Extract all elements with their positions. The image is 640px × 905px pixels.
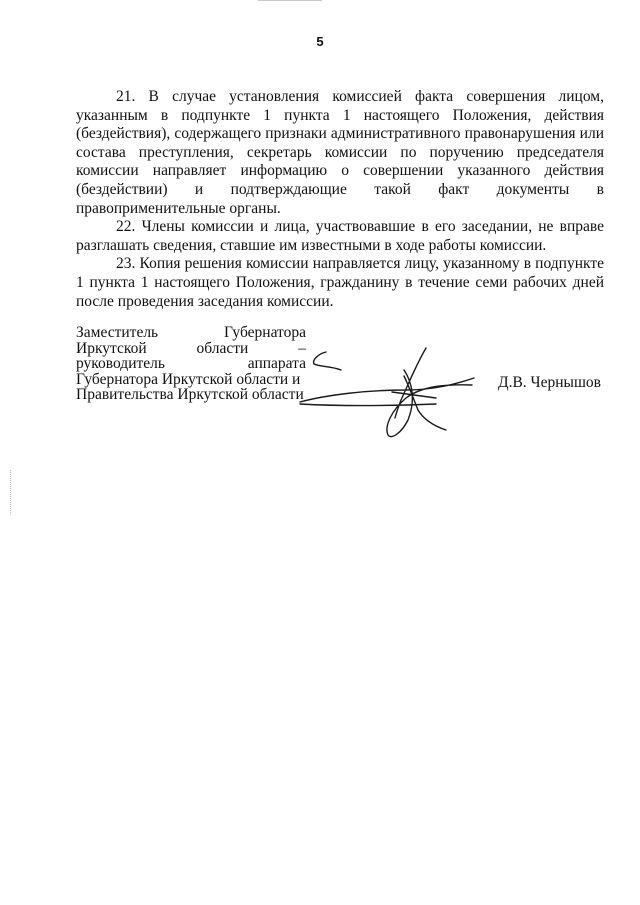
page-number: 5 [316, 34, 324, 49]
signatory-title-word: Иркутской [76, 339, 147, 357]
signatory-title-word: аппарата [247, 355, 306, 372]
scan-edge-mark [258, 0, 322, 1]
signatory-title-line-4: Губернатора Иркутской области и [76, 370, 301, 388]
signatory-title-word: Губернатора [224, 324, 306, 341]
signatory-title-line-2 [76, 341, 306, 357]
signatory-title-word: области [196, 339, 249, 357]
paragraph-21: 21. В случае установления комиссией факта совершения лицом, указанным в подпункте 1 пункта 1 настоящего Положения, действия (бездействия), содержащего признаки административного правонарушения или состава преступления, секретарь комиссии по поручению председателя комиссии направляет информацию о совершении указанного действия (бездействии) и подтверждающие такой факт документы в правоприменительные органы. [76, 88, 604, 217]
signatory-title-line-1 [76, 325, 306, 341]
paragraph-23: 23. Копия решения комиссии направляется лицу, указанному в подпункте 1 пункта 1 настоящего Положения, гражданину в течение семи рабочих дней после проведения заседания комиссии. [76, 255, 604, 310]
signatory-title-word: Заместитель [76, 324, 159, 341]
signatory-title-line-5: Правительства Иркутской области [76, 386, 304, 403]
scan-margin-dots [10, 470, 12, 515]
signatory-title-word: руководитель [76, 355, 165, 372]
document-body [76, 88, 604, 311]
handwritten-signature [296, 340, 476, 445]
paragraph-22: 22. Члены комиссии и лица, участвовавшие в его заседании, не вправе разглашать сведения, ставшие им известными в ходе работы комиссии. [76, 218, 604, 254]
signatory-title-line-3 [76, 356, 306, 372]
signatory-title [76, 325, 306, 403]
signer-name: Д.В. Чернышов [498, 374, 601, 391]
signatory-title-word: – [298, 339, 306, 357]
